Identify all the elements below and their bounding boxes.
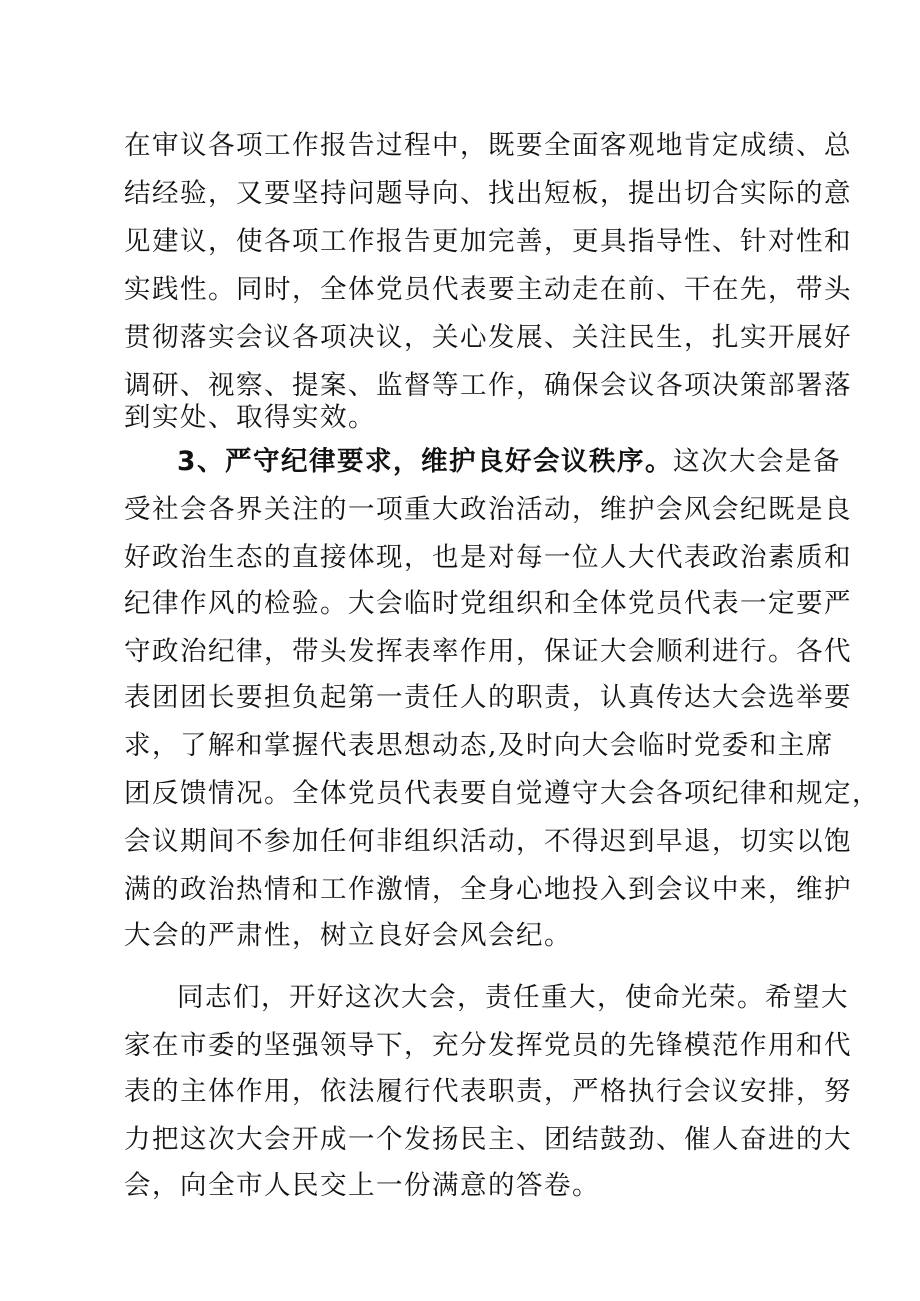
text-line: 力把这次大会开成一个发扬民主、团结鼓劲、催人奋进的大: [124, 1124, 852, 1155]
text-line: 受社会各界关注的一项重大政治活动，维护会风会纪既是良: [124, 494, 852, 525]
text-line: 会议期间不参加任何非组织活动，不得迟到早退，切实以饱: [124, 826, 852, 857]
text-line: 结经验，又要坚持问题导向、找出短板，提出切合实际的意: [124, 178, 852, 209]
text-line: [177, 442, 841, 482]
text-line: 表的主体作用，依法履行代表职责，严格执行会议安排，努: [124, 1076, 852, 1107]
text-segment: 这次大会是备: [672, 446, 841, 477]
text-line: 调研、视察、提案、监督等工作，确保会议各项决策部署落: [124, 370, 852, 401]
text-line: 实践性。同时，全体党员代表要主动走在前、干在先，带头: [124, 274, 852, 305]
text-line: 好政治生态的直接体现，也是对每一位人大代表政治素质和: [124, 542, 852, 573]
text-line: 会，向全市人民交上一份满意的答卷。: [124, 1170, 600, 1201]
text-line: 家在市委的坚强领导下，充分发挥党员的先锋模范作用和代: [124, 1030, 852, 1061]
text-line: 团反馈情况。全体党员代表要自觉遵守大会各项纪律和规定，: [124, 778, 880, 809]
section-heading: 3、严守纪律要求，维护良好会议秩序。: [177, 446, 673, 477]
text-line: 同志们，开好这次大会，责任重大，使命光荣。希望大: [177, 982, 849, 1013]
text-line: 满的政治热情和工作激情，全身心地投入到会议中来，维护: [124, 874, 852, 905]
text-line: 求，了解和掌握代表思想动态,及时向大会临时党委和主席: [124, 730, 834, 761]
text-line: 纪律作风的检验。大会临时党组织和全体党员代表一定要严: [124, 588, 852, 619]
text-line: 在审议各项工作报告过程中，既要全面客观地肯定成绩、总: [124, 130, 852, 161]
text-line: 贯彻落实会议各项决议，关心发展、关注民生，扎实开展好: [124, 322, 852, 353]
text-line: 守政治纪律，带头发挥表率作用，保证大会顺利进行。各代: [124, 636, 852, 667]
text-line: 到实处、取得实效。: [124, 402, 376, 433]
text-line: 见建议，使各项工作报告更加完善，更具指导性、针对性和: [124, 226, 852, 257]
text-line: 表团团长要担负起第一责任人的职责，认真传达大会选举要: [124, 682, 852, 713]
text-line: 大会的严肃性，树立良好会风会纪。: [124, 920, 572, 951]
